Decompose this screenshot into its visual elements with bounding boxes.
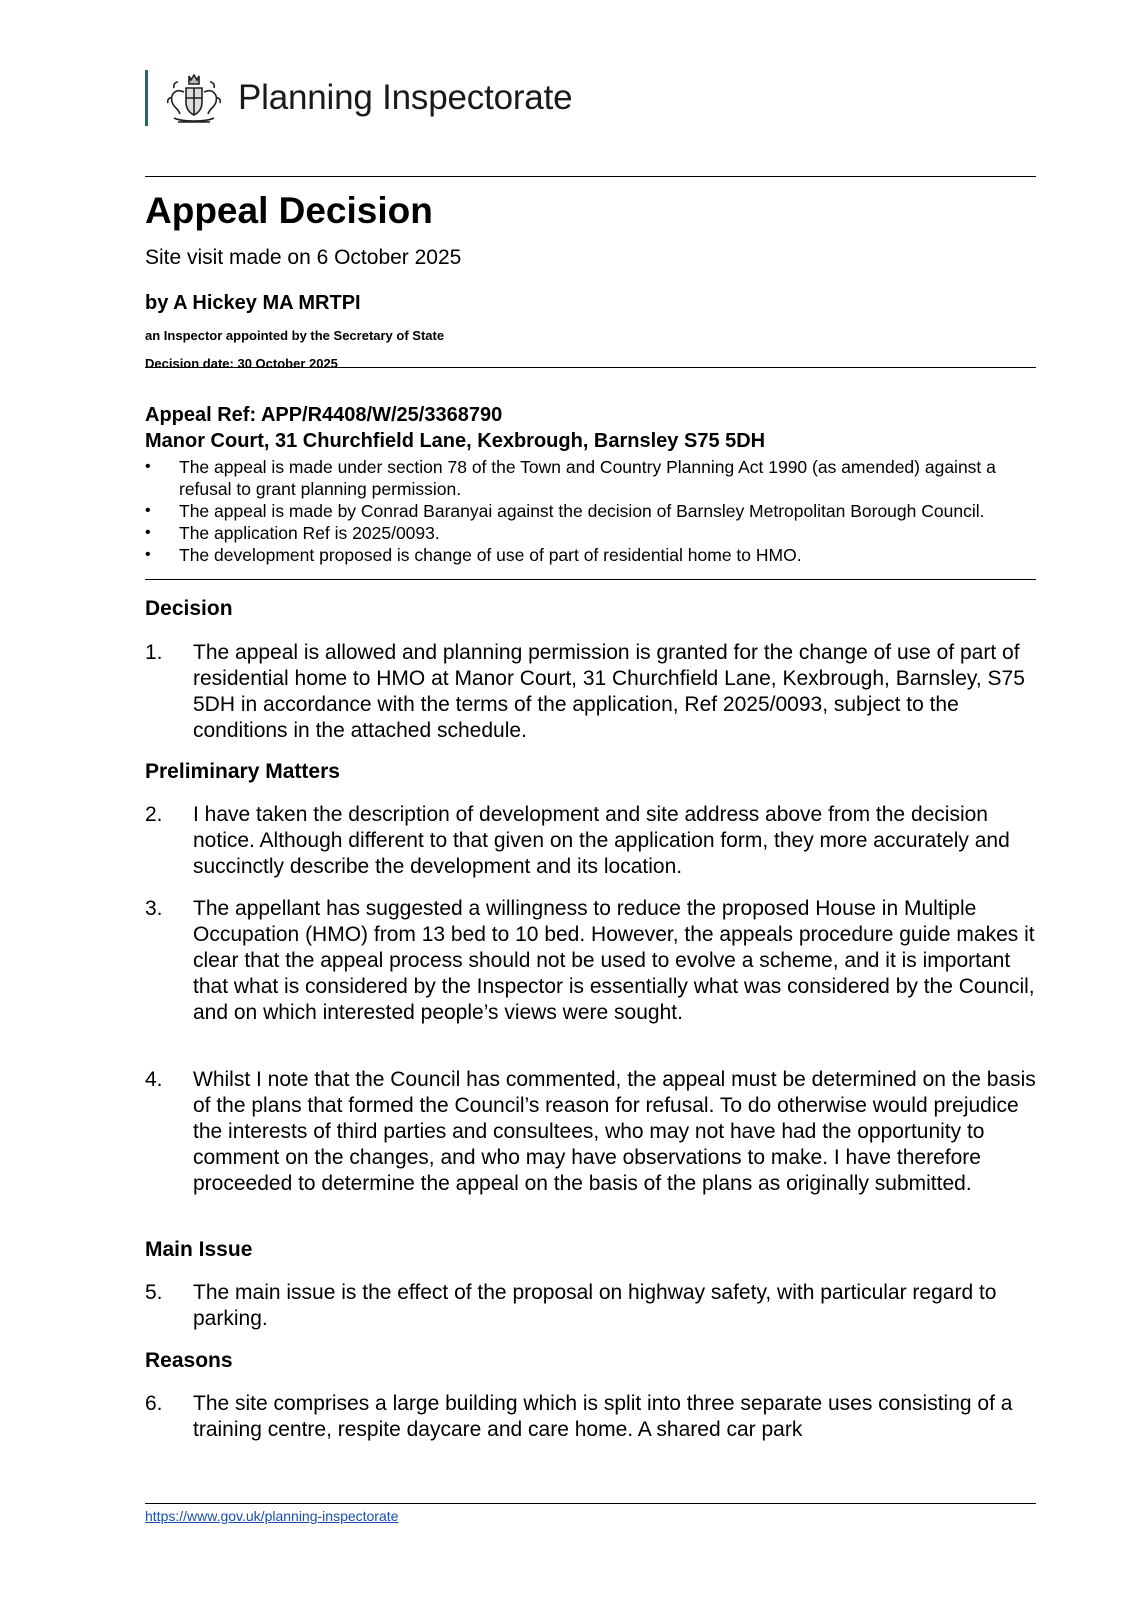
paragraph-text: I have taken the description of development and site address above from the decision notice. Although different to that given on the application form, they more accurately and succinctly describe the development and its location.	[193, 803, 1010, 878]
org-name: Planning Inspectorate	[238, 78, 573, 117]
paragraph-number: 4.	[145, 1068, 163, 1091]
decision-date: Decision date: 30 October 2025	[145, 356, 338, 371]
list-item: • The appeal is made under section 78 of the Town and Country Planning Act 1990 (as amended) against a refusal to grant planning permission.	[145, 456, 1025, 500]
paragraph-number: 6.	[145, 1392, 163, 1415]
inspector-name: by A Hickey MA MRTPI	[145, 292, 361, 314]
paragraph-3	[145, 896, 1036, 1026]
paragraph-1	[145, 640, 1036, 744]
section-heading-reasons: Reasons	[145, 1349, 233, 1372]
inspector-appointment: an Inspector appointed by the Secretary of State	[145, 328, 445, 343]
paragraph-5	[145, 1280, 1036, 1332]
footer-website-link[interactable]: https://www.gov.uk/planning-inspectorate	[145, 1508, 399, 1524]
appeal-ref: Appeal Ref: APP/R4408/W/25/3368790	[145, 404, 503, 426]
footer-divider	[145, 1503, 1036, 1504]
planning-inspectorate-logo	[145, 68, 572, 128]
paragraph-6	[145, 1391, 1036, 1443]
paragraph-text: The site comprises a large building which is split into three separate uses consisting of a training centre, respite daycare and care home. A shared car park	[193, 1392, 1013, 1441]
paragraph-text: The appellant has suggested a willingness to reduce the proposed House in Multiple Occupation (HMO) from 13 bed to 10 bed. However, the appeals procedure guide makes it clear that the appeal process should not be used to evolve a scheme, and it is important that what is considered by the Inspector is essentially what was considered by the Council, and on which interested people’s views were sought.	[193, 897, 1035, 1024]
page-title: Appeal Decision	[145, 190, 433, 231]
paragraph-text: Whilst I note that the Council has commented, the appeal must be determined on the basis of the plans that formed the Council’s reason for refusal. To do otherwise would prejudice the interests of third parties and consultees, who may not have had the opportunity to comment on the changes, and who may have observations to make. I have therefore proceeded to determine the appeal on the basis of the plans as originally submitted.	[193, 1068, 1036, 1195]
section-heading-decision: Decision	[145, 597, 233, 620]
royal-coat-of-arms-icon	[162, 68, 226, 128]
section-heading-main-issue: Main Issue	[145, 1238, 253, 1261]
site-visit-date: Site visit made on 6 October 2025	[145, 246, 462, 269]
paragraph-number: 1.	[145, 641, 163, 664]
paragraph-text: The appeal is allowed and planning permission is granted for the change of use of part of residential home to HMO at Manor Court, 31 Churchfield Lane, Kexbrough, Barnsley, S75 5DH in accordance with the terms of the application, Ref 2025/0093, subject to the conditions in the attached schedule.	[193, 641, 1025, 742]
list-item: • The application Ref is 2025/0093.	[145, 522, 1025, 544]
meta-divider	[145, 367, 1036, 368]
list-item: • The development proposed is change of use of part of residential home to HMO.	[145, 544, 1025, 566]
site-address: Manor Court, 31 Churchfield Lane, Kexbrough, Barnsley S75 5DH	[145, 430, 766, 452]
logo-accent-bar	[145, 70, 148, 126]
appeal-divider	[145, 579, 1036, 580]
header-divider	[145, 176, 1036, 177]
list-item: • The appeal is made by Conrad Baranyai against the decision of Barnsley Metropolitan Borough Council.	[145, 500, 1025, 522]
section-heading-preliminary-matters: Preliminary Matters	[145, 760, 340, 783]
paragraph-number: 2.	[145, 803, 163, 826]
appeal-reference-block	[145, 402, 765, 454]
paragraph-4	[145, 1067, 1036, 1197]
paragraph-2	[145, 802, 1036, 880]
paragraph-number: 5.	[145, 1281, 163, 1304]
paragraph-number: 3.	[145, 897, 163, 920]
paragraph-text: The main issue is the effect of the proposal on highway safety, with particular regard to parking.	[193, 1281, 997, 1330]
appeal-details-list	[145, 456, 1025, 566]
